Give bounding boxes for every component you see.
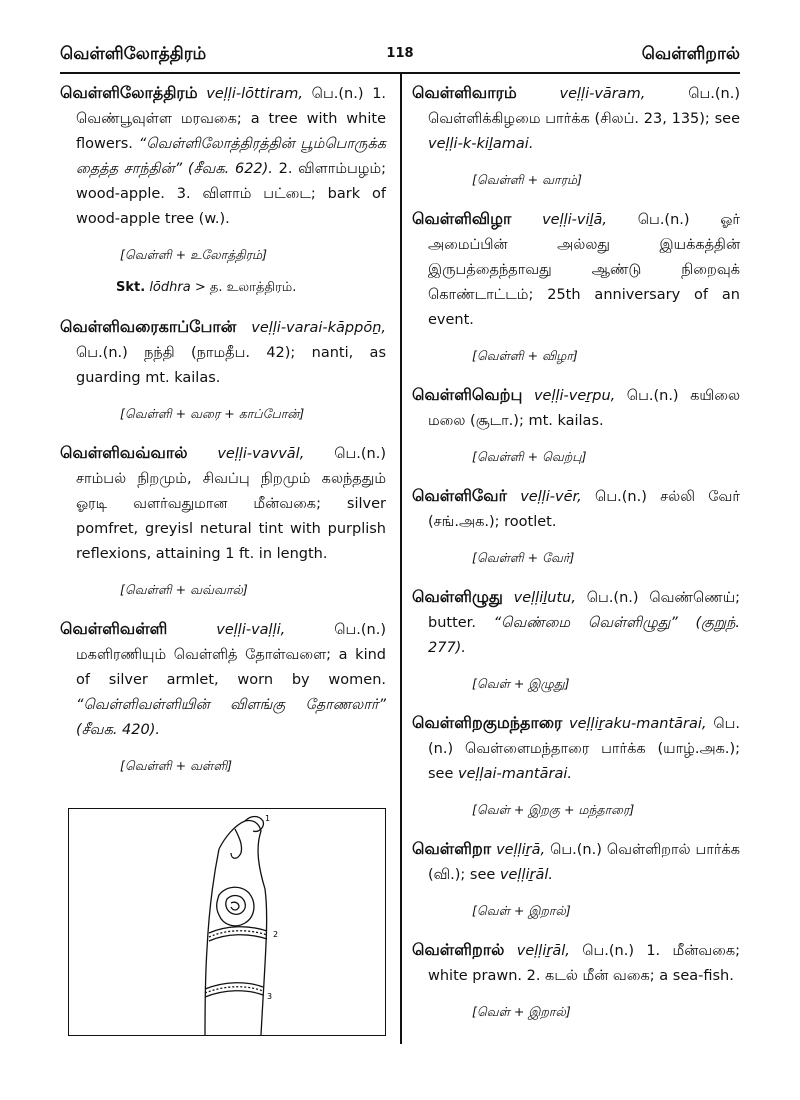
skt-label: Skt. xyxy=(116,280,146,295)
transliteration: veḷḷiṟāl, xyxy=(516,943,570,959)
definition: பெ.(n.) சாம்பல் நிறமும், சிவப்பு நிறமும் கலந்ததும் ஓரடி வளர்வதுமான மீன்வகை; silver pomfret, greyisl netural tint with purplish reflexions, attaining 1 ft. in length. xyxy=(76,446,387,562)
cross-reference: veḷḷi-k-kiḻamai. xyxy=(428,136,534,152)
headword: வெள்ளிவரைகாப்போன் xyxy=(60,317,237,336)
etymology: [வெள்ளி + வெற்பு] xyxy=(472,449,587,464)
definition: பெ.(n.) வெள்ளிக்கிழமை பார்க்க (சிலப். 23, 135); see xyxy=(428,86,741,127)
definition: பெ.(n.) மகளிரணியும் வெள்ளித் தோள்வளை; a kind of silver armlet, worn by women. xyxy=(76,622,386,688)
column-divider xyxy=(400,74,402,1044)
headword: வெள்ளிவள்ளி xyxy=(60,619,168,638)
dictionary-entry xyxy=(412,206,740,333)
definition: பெ.(n.) வெள்ளிறால் பார்க்க (வி.); see xyxy=(428,842,741,883)
page-header xyxy=(60,40,740,74)
transliteration: veḷḷi-vāram, xyxy=(559,86,646,102)
dictionary-entry xyxy=(412,483,740,535)
etymology: [வெள் + இறால்] xyxy=(472,903,571,918)
dictionary-entry xyxy=(60,80,386,232)
dictionary-entry xyxy=(60,314,386,391)
headword: வெள்ளிவவ்வால் xyxy=(60,443,188,462)
left-column xyxy=(60,80,386,792)
etymology: [வெள்ளி + வரை + காப்போன்] xyxy=(120,406,305,421)
headword: வெள்ளிறால் xyxy=(412,940,505,959)
figure-label-3: 3 xyxy=(267,992,273,1001)
etymology: [வெள்ளி + உலோத்திரம்] xyxy=(120,247,267,262)
armlet-illustration xyxy=(68,808,386,1036)
dictionary-entry xyxy=(412,937,740,989)
headword: வெள்ளிவெற்பு xyxy=(412,385,523,404)
transliteration: veḷḷi-vaḷḷi, xyxy=(216,622,286,638)
page-number: 118 xyxy=(386,46,414,61)
sanskrit-note xyxy=(60,275,386,300)
right-column xyxy=(412,80,740,1038)
definition: பெ.(n.) நந்தி (நாமதீப. 42); nanti, as guarding mt. kailas. xyxy=(76,345,386,386)
header-right-guideword: வெள்ளிறால் xyxy=(641,44,740,64)
etymology: [வெள் + இறகு + மந்தாரை] xyxy=(472,802,635,817)
dictionary-entry xyxy=(60,440,386,567)
transliteration: veḷḷiṟā, xyxy=(496,842,546,858)
definition: பெ.(n.) வெண்ணெய்; butter. xyxy=(428,590,741,631)
etymology: [வெள் + இழுது] xyxy=(472,676,570,691)
definition: 2. விளாம்பழம்; wood-apple. 3. விளாம் பட்டை; bark of wood-apple tree (w.). xyxy=(76,161,386,227)
skt-rest: > த. உலாத்திரம். xyxy=(194,280,297,295)
definition: பெ.(n.) சல்லி வேர் (சங்.அக.); rootlet. xyxy=(428,489,740,530)
part-of-speech: பெ.(n.) xyxy=(311,86,364,102)
skt-word: lōdhra xyxy=(149,280,191,295)
definition: பெ.(n.) ஓர் அமைப்பின் அல்லது இயக்கத்தின் இருபத்தைந்தாவது ஆண்டு நிறைவுக் கொண்டாட்டம்; 25th anniversary of an event. xyxy=(428,212,741,328)
headword: வெள்ளிவாரம் xyxy=(412,83,517,102)
etymology: [வெள்ளி + வாரம்] xyxy=(472,172,582,187)
headword: வெள்ளிவேர் xyxy=(412,486,507,505)
citation: “வெள்ளிவள்ளியின் விளங்கு தோணலார்” (சீவக. 420). xyxy=(76,697,386,738)
definition: 1. வெண்பூவுள்ள மரவகை; a tree with white flowers. xyxy=(76,86,387,152)
citation: “வெண்மை வெள்ளிழுது” (குறுந். 277). xyxy=(428,615,740,656)
transliteration: veḷḷi-viḻā, xyxy=(542,212,608,228)
etymology: [வெள்ளி + வள்ளி] xyxy=(120,758,233,773)
figure-label-1: 1 xyxy=(265,814,271,823)
dictionary-entry xyxy=(412,584,740,661)
transliteration: veḷḷi-lōttiram, xyxy=(206,86,303,102)
dictionary-entry xyxy=(412,382,740,434)
etymology: [வெள்ளி + வேர்] xyxy=(472,550,575,565)
dictionary-entry xyxy=(60,616,386,743)
headword: வெள்ளிழுது xyxy=(412,587,503,606)
definition: பெ.(n.) கயிலை மலை (சூடா.); mt. kailas. xyxy=(428,388,741,429)
headword: வெள்ளிலோத்திரம் xyxy=(60,83,198,102)
armlet-drawing xyxy=(69,809,385,1035)
transliteration: veḷḷi-vēr, xyxy=(520,489,582,505)
definition: பெ.(n.) வெள்ளைமந்தாரை பார்க்க (யாழ்.அக.); see xyxy=(428,716,740,782)
transliteration: veḷḷi-vavvāl, xyxy=(217,446,305,462)
cross-reference: veḷḷiṟāl. xyxy=(499,867,553,883)
headword: வெள்ளிறகுமந்தாரை xyxy=(412,713,563,732)
transliteration: veḷḷi-varai-kāppōṉ, xyxy=(251,320,386,336)
citation: “வெள்ளிலோத்திரத்தின் பூம்பொருக்க தைத்த சாந்தின்” (சீவக. 622). xyxy=(76,136,387,177)
headword: வெள்ளிவிழா xyxy=(412,209,512,228)
dictionary-entry xyxy=(412,80,740,157)
etymology: [வெள்ளி + விழா] xyxy=(472,348,578,363)
transliteration: veḷḷi-veṟpu, xyxy=(533,388,616,404)
etymology: [வெள் + இறால்] xyxy=(472,1004,571,1019)
cross-reference: veḷḷai-mantārai. xyxy=(458,766,572,782)
figure-label-2: 2 xyxy=(273,930,279,939)
dictionary-entry xyxy=(412,836,740,888)
headword: வெள்ளிறா xyxy=(412,839,492,858)
transliteration: veḷḷiḻutu, xyxy=(513,590,576,606)
transliteration: veḷḷiṟaku-mantārai, xyxy=(569,716,707,732)
header-left-guideword: வெள்ளிலோத்திரம் xyxy=(60,44,207,64)
definition: பெ.(n.) 1. மீன்வகை; white prawn. 2. கடல் மீன் வகை; a sea-fish. xyxy=(428,943,741,984)
etymology: [வெள்ளி + வவ்வால்] xyxy=(120,582,248,597)
dictionary-entry xyxy=(412,710,740,787)
